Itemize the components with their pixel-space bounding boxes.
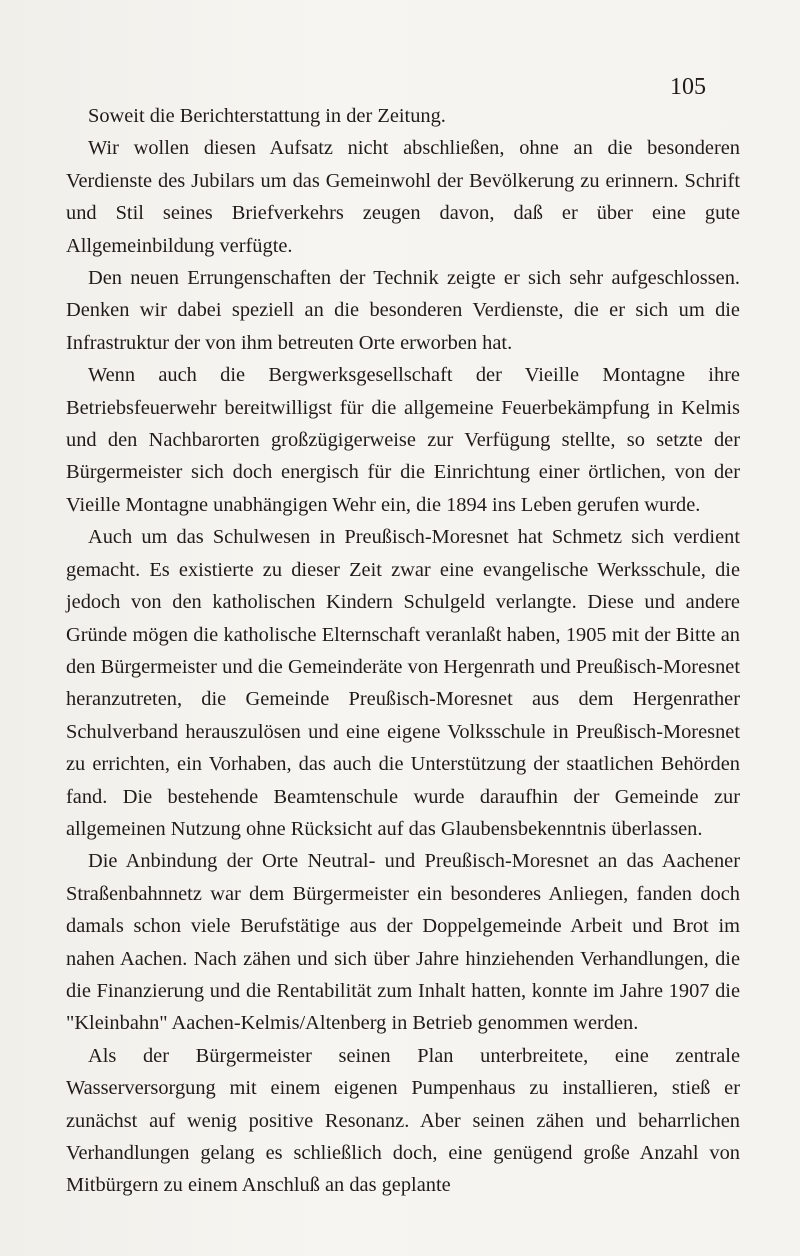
paragraph: Die Anbindung der Orte Neutral- und Preußisch-Moresnet an das Aachener Straßenbahnnetz war dem Bürgermeister ein besonderes Anliegen, fanden doch damals schon viele Berufstätige aus der Doppelgemeinde Arbeit und Brot im nahen Aachen. Nach zähen und sich über Jahre hinziehenden Verhandlungen, die die Finanzierung und die Rentabilität zum Inhalt hatten, konnte im Jahre 1907 die "Kleinbahn" Aachen-Kelmis/Altenberg in Betrieb genommen werden.: [66, 850, 740, 1035]
paragraph: Auch um das Schulwesen in Preußisch-Moresnet hat Schmetz sich verdient gemacht. Es existierte zu dieser Zeit zwar eine evangelische Werksschule, die jedoch von den katholischen Kindern Schulgeld verlangte. Diese und andere Gründe mögen die katholische Elternschaft veranlaßt haben, 1905 mit der Bitte an den Bürgermeister und die Gemeinderäte von Hergenrath und Preußisch-Moresnet heranzutreten, die Gemeinde Preußisch-Moresnet aus dem Hergenrather Schulverband herauszulösen und eine eigene Volksschule in Preußisch-Moresnet zu errichten, ein Vorhaben, das auch die Unterstützung der staatlichen Behörden fand. Die bestehende Beamtenschule wurde daraufhin der Gemeinde zur allgemeinen Nutzung ohne Rücksicht auf das Glaubensbekenntnis überlassen.: [66, 526, 740, 840]
page-number: 105: [670, 74, 706, 100]
paragraph: Den neuen Errungenschaften der Technik zeigte er sich sehr aufgeschlossen. Denken wir dabei speziell an die besonderen Verdienste, die er sich um die Infrastruktur der von ihm betreuten Orte erworben hat.: [66, 267, 740, 354]
paragraph: Soweit die Berichterstattung in der Zeitung.: [88, 105, 446, 127]
body-text: [66, 100, 740, 1202]
paragraph: Wenn auch die Bergwerksgesellschaft der Vieille Montagne ihre Betriebsfeuerwehr bereitwilligst für die allgemeine Feuerbekämpfung in Kelmis und den Nachbarorten großzügigerweise zur Verfügung stellte, so setzte der Bürgermeister sich doch energisch für die Einrichtung einer örtlichen, von der Vieille Montagne unabhängigen Wehr ein, die 1894 ins Leben gerufen wurde.: [66, 364, 740, 516]
paragraph: Als der Bürgermeister seinen Plan unterbreitete, eine zentrale Wasserversorgung mit einem eigenen Pumpenhaus zu installieren, stieß er zunächst auf wenig positive Resonanz. Aber seinen zähen und beharrlichen Verhandlungen gelang es schließlich doch, eine genügend große Anzahl von Mitbürgern zu einem Anschluß an das geplante: [66, 1044, 740, 1197]
paragraph: Wir wollen diesen Aufsatz nicht abschließen, ohne an die besonderen Verdienste des Jubilars um das Gemeinwohl der Bevölkerung zu erinnern. Schrift und Stil seines Briefverkehrs zeugen davon, daß er über eine gute Allgemeinbildung verfügte.: [66, 137, 740, 257]
